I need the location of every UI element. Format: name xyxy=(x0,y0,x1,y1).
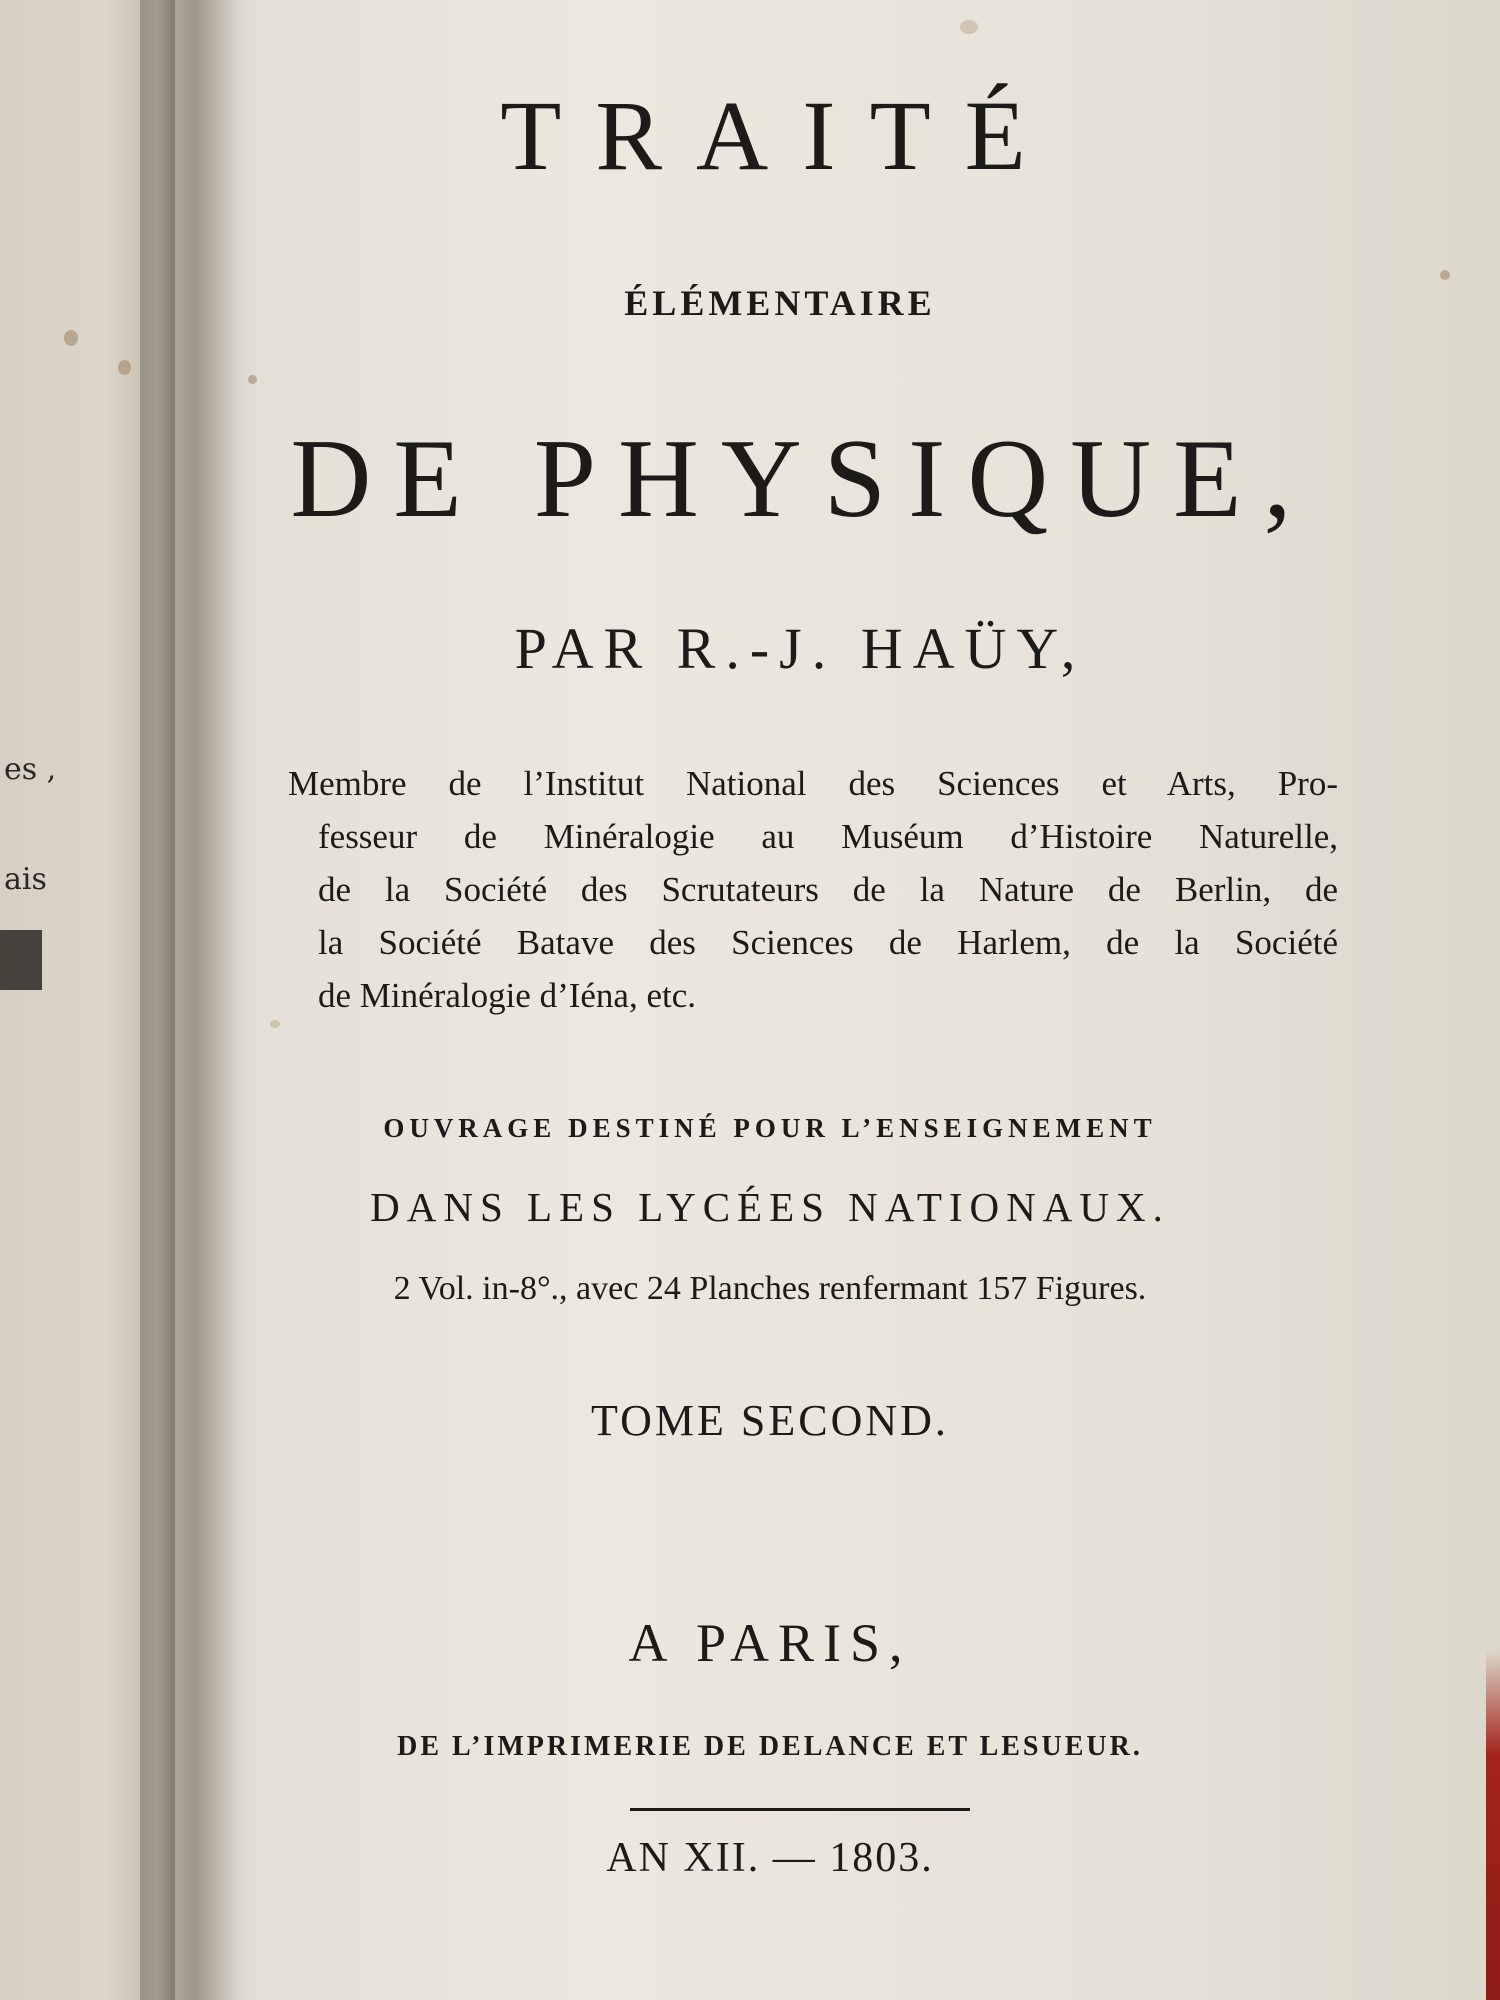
title-page xyxy=(160,0,1500,2000)
affiliation-line: Membre de l’Institut National des Sciences et Arts, Pro- xyxy=(288,764,1338,803)
divider-rule xyxy=(630,1808,970,1811)
volume-line: TOME SECOND. xyxy=(591,1396,949,1445)
left-page-ink-mark xyxy=(0,930,42,990)
printer-line: DE L’IMPRIMERIE DE DELANCE ET LESUEUR. xyxy=(397,1731,1143,1762)
affiliation-line: la Société Batave des Sciences de Harlem, de la Société xyxy=(318,923,1338,962)
foxing-spot xyxy=(64,330,78,346)
author-line: PAR R.-J. HAÜY, xyxy=(514,616,1086,681)
publication-date: AN XII. — 1803. xyxy=(606,1835,934,1881)
author-affiliations xyxy=(288,757,1338,1022)
affiliation-line: de Minéralogie d’Iéna, etc. xyxy=(318,976,697,1015)
affiliation-line: de la Société des Scrutateurs de la Nature de Berlin, de xyxy=(318,870,1338,909)
book-title: TRAITÉ xyxy=(500,80,1060,191)
affiliation-line: fesseur de Minéralogie au Muséum d’Histoire Naturelle, xyxy=(318,817,1338,856)
purpose-line: DANS LES LYCÉES NATIONAUX. xyxy=(370,1184,1170,1230)
left-page-fragment: es , xyxy=(4,752,57,787)
publication-city: A PARIS, xyxy=(628,1613,912,1673)
book-subtitle: ÉLÉMENTAIRE xyxy=(624,283,936,323)
book-title-physique: DE PHYSIQUE, xyxy=(290,417,1314,541)
purpose-line: OUVRAGE DESTINÉ POUR L’ENSEIGNEMENT xyxy=(383,1113,1157,1143)
foxing-spot xyxy=(118,360,131,375)
format-line: 2 Vol. in-8°., avec 24 Planches renfermant 157 Figures. xyxy=(393,1270,1147,1307)
left-page-fragment: ais xyxy=(4,862,47,897)
